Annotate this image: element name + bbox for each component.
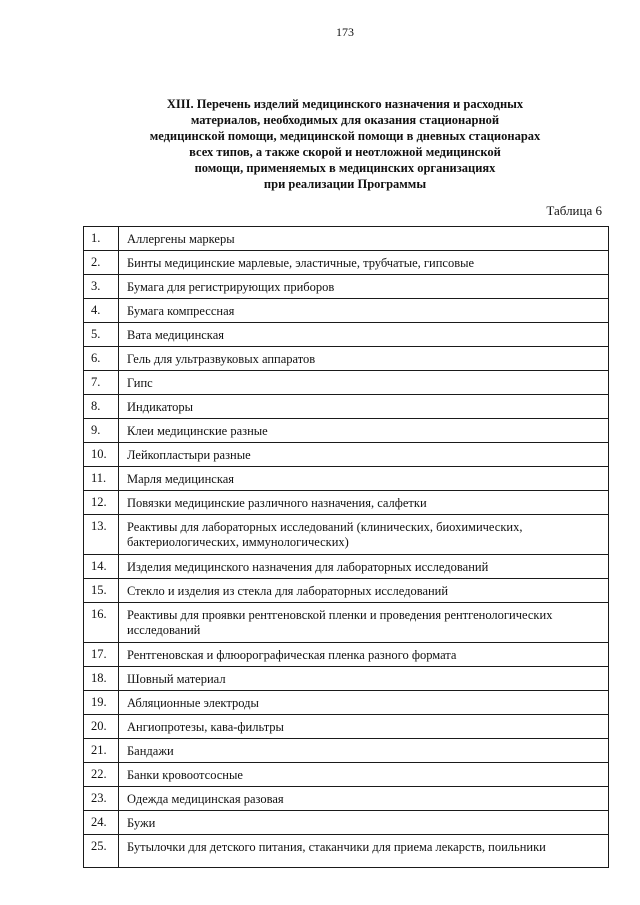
row-number: 24.	[84, 811, 119, 834]
row-item-name: Шовный материал	[127, 672, 226, 686]
table-row	[84, 275, 608, 299]
row-number: 2.	[84, 251, 119, 274]
row-number: 8.	[84, 395, 119, 418]
row-item-name: Гипс	[127, 376, 153, 390]
title-line: при реализации Программы	[263, 177, 427, 191]
table-row	[84, 227, 608, 251]
table-row	[84, 515, 608, 555]
row-number: 11.	[84, 467, 119, 490]
row-item-name: Бинты медицинские марлевые, эластичные, трубчатые, гипсовые	[127, 256, 475, 270]
table-row	[84, 299, 608, 323]
table-row	[84, 443, 608, 467]
row-number: 3.	[84, 275, 119, 298]
table-row	[84, 691, 608, 715]
row-number: 4.	[84, 299, 119, 322]
table-row	[84, 347, 608, 371]
row-number: 18.	[84, 667, 119, 690]
row-number: 22.	[84, 763, 119, 786]
row-item-name: Рентгеновская и флюорографическая пленка разного формата	[127, 648, 457, 662]
row-item-name: Марля медицинская	[127, 472, 235, 486]
title-line: помощи, применяемых в медицинских организациях	[194, 161, 496, 175]
row-item-name: Аллергены маркеры	[127, 232, 235, 246]
row-number: 7.	[84, 371, 119, 394]
table-row	[84, 835, 608, 868]
row-number: 17.	[84, 643, 119, 666]
table-row	[84, 811, 608, 835]
items-table	[83, 226, 609, 868]
row-item-name: Одежда медицинская разовая	[127, 792, 284, 806]
table-row	[84, 667, 608, 691]
row-number: 25.	[84, 835, 119, 867]
table-row	[84, 763, 608, 787]
table-row	[84, 555, 608, 579]
row-item-name: Реактивы для лабораторных исследований (клинических, биохимических, бактериологических, иммунологических)	[127, 520, 523, 549]
table-row	[84, 251, 608, 275]
table-row	[84, 467, 608, 491]
row-item-name: Гель для ультразвуковых аппаратов	[127, 352, 316, 366]
row-number: 15.	[84, 579, 119, 602]
row-number: 13.	[84, 515, 119, 554]
table-row	[84, 395, 608, 419]
row-number: 10.	[84, 443, 119, 466]
row-number: 9.	[84, 419, 119, 442]
title-line: материалов, необходимых для оказания стационарной	[190, 113, 500, 127]
table-row	[84, 787, 608, 811]
table-row	[84, 323, 608, 347]
row-item-name: Клеи медицинские разные	[127, 424, 268, 438]
row-number: 16.	[84, 603, 119, 642]
row-item-name: Абляционные электроды	[127, 696, 259, 710]
table-row	[84, 419, 608, 443]
row-number: 21.	[84, 739, 119, 762]
row-number: 12.	[84, 491, 119, 514]
row-number: 20.	[84, 715, 119, 738]
title-line: XIII. Перечень изделий медицинского назначения и расходных	[166, 97, 524, 111]
title-line: медицинской помощи, медицинской помощи в дневных стационарах	[149, 129, 541, 143]
page-number: 173	[336, 25, 354, 39]
row-item-name: Изделия медицинского назначения для лабораторных исследований	[127, 560, 489, 574]
row-number: 19.	[84, 691, 119, 714]
table-caption: Таблица 6	[546, 203, 602, 218]
table-row	[84, 371, 608, 395]
table-row	[84, 603, 608, 643]
row-number: 14.	[84, 555, 119, 578]
row-item-name: Ангиопротезы, кава-фильтры	[127, 720, 284, 734]
table-row	[84, 739, 608, 763]
row-number: 1.	[84, 227, 119, 250]
row-item-name: Бумага компрессная	[127, 304, 235, 318]
row-item-name: Индикаторы	[127, 400, 194, 414]
table-row	[84, 491, 608, 515]
row-item-name: Реактивы для проявки рентгеновской пленки и проведения рентгенологических исследований	[127, 608, 553, 637]
row-item-name: Банки кровоотсосные	[127, 768, 243, 782]
row-number: 23.	[84, 787, 119, 810]
row-number: 6.	[84, 347, 119, 370]
row-item-name: Бутылочки для детского питания, стаканчики для приема лекарств, поильники	[127, 840, 546, 854]
table-row	[84, 643, 608, 667]
row-item-name: Стекло и изделия из стекла для лабораторных исследований	[127, 584, 449, 598]
document-title	[120, 96, 570, 192]
row-item-name: Бужи	[127, 816, 156, 830]
table-row	[84, 579, 608, 603]
row-item-name: Бандажи	[127, 744, 174, 758]
row-item-name: Вата медицинская	[127, 328, 224, 342]
row-number: 5.	[84, 323, 119, 346]
row-item-name: Лейкопластыри разные	[127, 448, 251, 462]
row-item-name: Повязки медицинские различного назначения, салфетки	[127, 496, 427, 510]
table-row	[84, 715, 608, 739]
title-line: всех типов, а также скорой и неотложной медицинской	[189, 145, 501, 159]
row-item-name: Бумага для регистрирующих приборов	[127, 280, 335, 294]
